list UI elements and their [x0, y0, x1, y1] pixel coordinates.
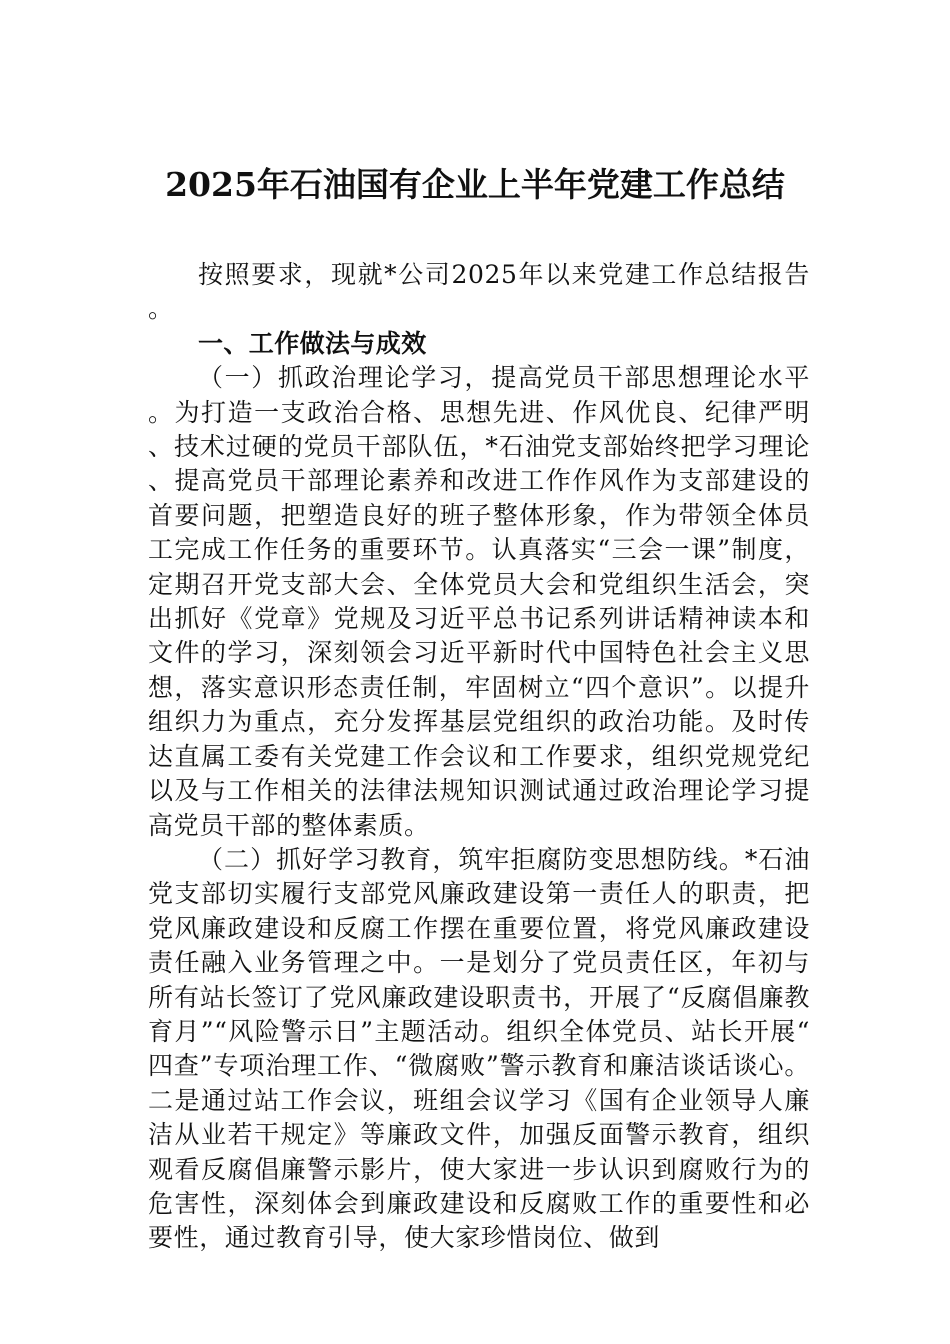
- section-heading: 一、工作做法与成效: [198, 328, 427, 358]
- subsection-1-paragraph: [148, 361, 810, 843]
- document-body: [148, 258, 810, 1256]
- document-title: 2025年石油国有企业上半年党建工作总结: [165, 165, 785, 204]
- subsection-1-title: （一）抓政治理论学习，提高党员干部思想理论水平。: [148, 363, 810, 427]
- subsection-2-title: （二）抓好学习教育，筑牢拒腐防变思想防线。: [198, 844, 745, 874]
- subsection-2-body: *石油党支部切实履行支部党风廉政建设第一责任人的职责，把党风廉政建设和反腐工作摆在重要位置，将党风廉政建设责任融入业务管理之中。一是划分了党员责任区，年初与所有站长签订了党风廉政建设职责书，开展了“反腐倡廉教育月”“风险警示日”主题活动。组织全体党员、站长开展“四查”专项治理工作、“微腐败”警示教育和廉洁谈话谈心。二是通过站工作会议，班组会议学习《国有企业领导人廉洁从业若干规定》等廉政文件，加强反面警示教育，组织观看反腐倡廉警示影片，使大家进一步认识到腐败行为的危害性，深刻体会到廉政建设和反腐败工作的重要性和必要性，通过教育引导，使大家珍惜岗位、做到: [148, 844, 810, 1253]
- subsection-2-paragraph: [148, 843, 810, 1256]
- intro-paragraph: 按照要求，现就*公司2025年以来党建工作总结报告。: [148, 260, 810, 324]
- subsection-1-body: 为打造一支政治合格、思想先进、作风优良、纪律严明、技术过硬的党员干部队伍，*石油党支部始终把学习理论、提高党员干部理论素养和改进工作作风作为支部建设的首要问题，把塑造良好的班子整体形象，作为带领全体员工完成工作任务的重要环节。认真落实“三会一课”制度，定期召开党支部大会、全体党员大会和党组织生活会，突出抓好《党章》党规及习近平总书记系列讲话精神读本和文件的学习，深刻领会习近平新时代中国特色社会主义思想，落实意识形态责任制，牢固树立“四个意识”。以提升组织力为重点，充分发挥基层党组织的政治功能。及时传达直属工委有关党建工作会议和工作要求，组织党规党纪以及与工作相关的法律法规知识测试通过政治理论学习提高党员干部的整体素质。: [148, 397, 811, 840]
